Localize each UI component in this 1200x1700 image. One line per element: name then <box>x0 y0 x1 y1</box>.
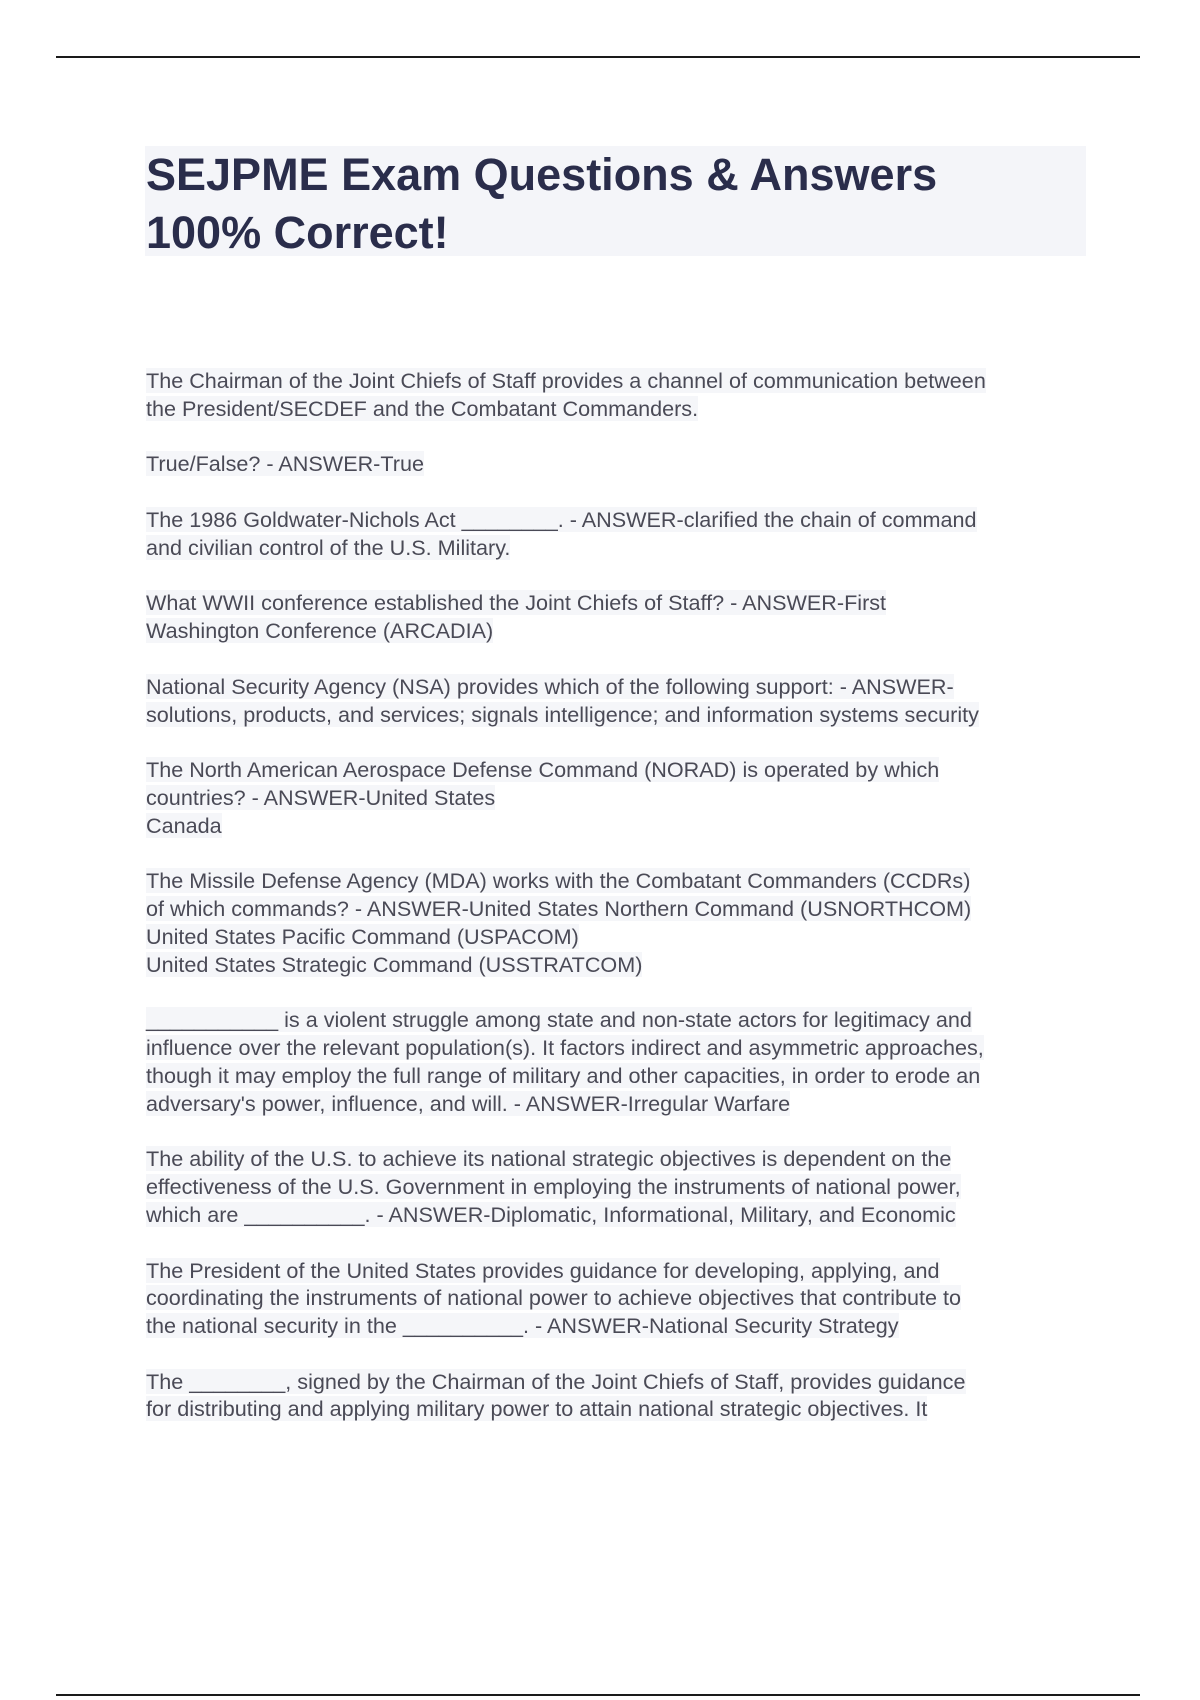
qa-paragraph <box>146 450 1106 478</box>
text-line <box>146 895 1106 923</box>
text-line-content: and civilian control of the U.S. Military. <box>146 534 511 560</box>
qa-paragraph <box>146 1145 1106 1228</box>
text-line-content: The Missile Defense Agency (MDA) works with the Combatant Commanders (CCDRs) <box>146 868 971 894</box>
text-line-content: United States Pacific Command (USPACOM) <box>146 923 579 949</box>
text-line <box>146 812 1106 840</box>
text-line <box>146 1395 1106 1423</box>
header-rule <box>56 56 1140 58</box>
text-line <box>146 506 1106 534</box>
text-line <box>146 1312 1106 1340</box>
text-line-content: effectiveness of the U.S. Government in employing the instruments of national power, <box>146 1174 961 1200</box>
text-line <box>146 1034 1106 1062</box>
text-line-content: National Security Agency (NSA) provides which of the following support: - ANSWER- <box>146 673 954 699</box>
text-line <box>146 1062 1106 1090</box>
text-line <box>146 617 1106 645</box>
title-line: SEJPME Exam Questions & Answers <box>146 149 938 200</box>
qa-paragraph <box>146 367 1106 423</box>
text-line <box>146 923 1106 951</box>
text-line-content: which are __________. - ANSWER-Diplomatic, Informational, Military, and Economic <box>146 1201 956 1227</box>
title-line: 100% Correct! <box>146 207 449 258</box>
text-line-content: The North American Aerospace Defense Command (NORAD) is operated by which <box>146 757 940 783</box>
text-line-content: influence over the relevant population(s). It factors indirect and asymmetric approaches, <box>146 1035 984 1061</box>
text-line <box>146 1145 1106 1173</box>
text-line <box>146 1368 1106 1396</box>
text-line <box>146 867 1106 895</box>
text-line-content: United States Strategic Command (USSTRATCOM) <box>146 951 643 977</box>
footer-rule <box>56 1694 1140 1696</box>
text-line <box>146 1006 1106 1034</box>
text-line <box>146 1173 1106 1201</box>
text-line-content: though it may employ the full range of military and other capacities, in order to erode an <box>146 1062 981 1088</box>
text-line <box>146 756 1106 784</box>
text-line <box>146 1090 1106 1118</box>
text-line-content: solutions, products, and services; signals intelligence; and information systems security <box>146 701 979 727</box>
text-line-content: adversary's power, influence, and will. - ANSWER-Irregular Warfare <box>146 1090 791 1116</box>
text-line-content: coordinating the instruments of national power to achieve objectives that contribute to <box>146 1285 962 1311</box>
text-line-content: the national security in the __________. - ANSWER-National Security Strategy <box>146 1313 899 1339</box>
text-line-content: for distributing and applying military power to attain national strategic objectives. It <box>146 1396 928 1422</box>
text-line-content: The ability of the U.S. to achieve its national strategic objectives is dependent on the <box>146 1146 952 1172</box>
text-line <box>146 1201 1106 1229</box>
qa-paragraph <box>146 1006 1106 1117</box>
text-line <box>146 589 1106 617</box>
text-line <box>146 450 1106 478</box>
text-line <box>146 701 1106 729</box>
text-line <box>146 1284 1106 1312</box>
qa-paragraph <box>146 673 1106 729</box>
qa-paragraph <box>146 589 1106 645</box>
text-line-content: The ________, signed by the Chairman of the Joint Chiefs of Staff, provides guidance <box>146 1368 966 1394</box>
qa-paragraph <box>146 1368 1106 1424</box>
text-line <box>146 673 1106 701</box>
text-line <box>146 951 1106 979</box>
text-line <box>146 1257 1106 1285</box>
text-line-content: True/False? - ANSWER-True <box>146 451 424 477</box>
text-line-content: Canada <box>146 812 222 838</box>
document-body <box>146 367 1106 1451</box>
text-line-content: The Chairman of the Joint Chiefs of Staff provides a channel of communication between <box>146 368 986 393</box>
text-line <box>146 784 1106 812</box>
qa-paragraph <box>146 756 1106 839</box>
text-line-content: Washington Conference (ARCADIA) <box>146 618 494 644</box>
text-line-content: The President of the United States provides guidance for developing, applying, and <box>146 1257 940 1283</box>
text-line-content: What WWII conference established the Joint Chiefs of Staff? - ANSWER-First <box>146 590 887 616</box>
text-line <box>146 367 1106 395</box>
text-line-content: ___________ is a violent struggle among state and non-state actors for legitimacy and <box>146 1007 972 1033</box>
document-title <box>146 146 937 262</box>
qa-paragraph <box>146 867 1106 978</box>
text-line-content: The 1986 Goldwater-Nichols Act ________. - ANSWER-clarified the chain of command <box>146 506 977 532</box>
qa-paragraph <box>146 506 1106 562</box>
text-line-content: the President/SECDEF and the Combatant Commanders. <box>146 395 699 421</box>
text-line <box>146 395 1106 423</box>
qa-paragraph <box>146 1257 1106 1340</box>
text-line <box>146 534 1106 562</box>
text-line-content: of which commands? - ANSWER-United States Northern Command (USNORTHCOM) <box>146 896 972 922</box>
text-line-content: countries? - ANSWER-United States <box>146 784 496 810</box>
